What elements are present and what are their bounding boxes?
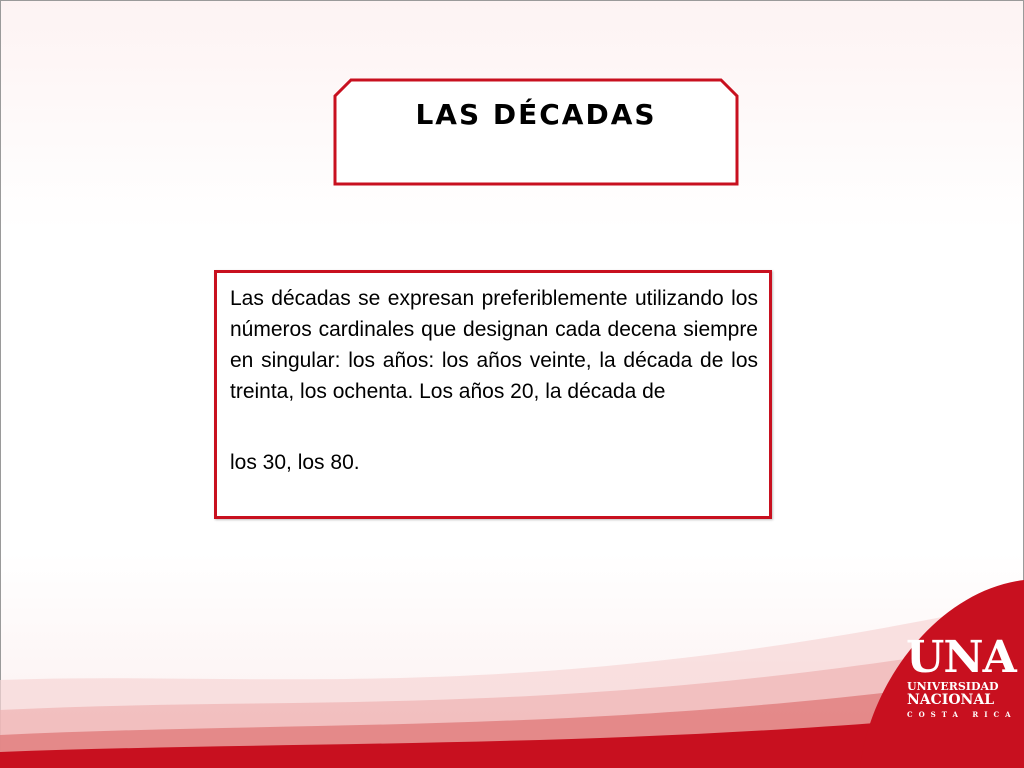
logo-name: UNA <box>906 632 1016 683</box>
decorative-waves <box>0 560 1024 768</box>
logo-line-1: UNIVERSIDAD <box>907 680 999 693</box>
una-logo <box>880 618 1020 768</box>
logo-line-2: NACIONAL <box>907 692 995 708</box>
title-box-border <box>333 78 739 187</box>
body-paragraph: Las décadas se expresan preferiblemente utilizando los números cardinales que designan cada decena siempre en singular: los años: los años veinte, la década de los treinta, los ochenta. Los años 20, la década de <box>230 287 758 403</box>
content-box <box>214 270 772 519</box>
title-box <box>333 78 739 187</box>
page-title: LAS DÉCADAS <box>415 98 657 131</box>
logo-line-3: COSTA RICA <box>907 710 1017 719</box>
body-paragraph-tail: los 30, los 80. <box>230 451 360 474</box>
